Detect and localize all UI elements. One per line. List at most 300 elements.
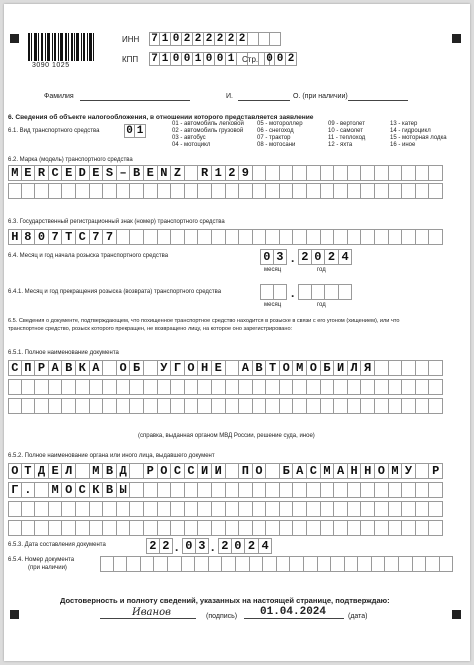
char-cell[interactable] [239,520,253,536]
char-cell[interactable] [171,482,185,498]
char-cell[interactable] [144,398,158,414]
char-cell[interactable]: О [117,360,131,376]
char-cell[interactable]: С [8,360,22,376]
char-cell[interactable] [103,398,117,414]
char-cell[interactable] [49,183,63,199]
char-cell[interactable]: 2 [182,32,193,46]
char-cell[interactable]: 9 [239,165,253,181]
vehicle-model-row-2[interactable] [8,183,443,199]
char-cell[interactable]: 1 [193,52,204,66]
char-cell[interactable]: 0 [312,249,326,265]
char-cell[interactable]: Б [280,463,294,479]
char-cell[interactable] [198,398,212,414]
initial-i-field[interactable] [238,100,290,101]
char-cell[interactable] [293,520,307,536]
char-cell[interactable] [307,482,321,498]
char-cell[interactable]: 2 [298,249,312,265]
document-number-cells[interactable] [100,556,453,572]
char-cell[interactable] [253,520,267,536]
char-cell[interactable]: С [76,482,90,498]
char-cell[interactable] [293,482,307,498]
char-cell[interactable] [416,229,430,245]
char-cell[interactable] [239,229,253,245]
char-cell[interactable] [331,556,345,572]
char-cell[interactable]: Л [62,463,76,479]
char-cell[interactable]: Б [130,360,144,376]
char-cell[interactable] [76,183,90,199]
char-cell[interactable] [402,165,416,181]
char-cell[interactable] [416,360,430,376]
char-cell[interactable] [226,398,240,414]
char-cell[interactable]: 1 [212,165,226,181]
char-cell[interactable]: О [253,463,267,479]
char-cell[interactable] [266,379,280,395]
char-cell[interactable] [348,520,362,536]
char-cell[interactable] [334,379,348,395]
char-cell[interactable] [49,379,63,395]
char-cell[interactable]: 4 [339,249,353,265]
document-date-year-cells[interactable] [218,538,272,554]
issuer-name-row-3[interactable] [8,501,443,517]
char-cell[interactable]: 0 [260,249,274,265]
char-cell[interactable] [402,501,416,517]
char-cell[interactable] [90,501,104,517]
char-cell[interactable] [325,284,339,300]
char-cell[interactable] [266,520,280,536]
char-cell[interactable]: 2 [204,32,215,46]
char-cell[interactable] [8,379,22,395]
char-cell[interactable] [62,183,76,199]
char-cell[interactable] [212,520,226,536]
char-cell[interactable] [334,501,348,517]
char-cell[interactable] [375,183,389,199]
char-cell[interactable] [239,482,253,498]
char-cell[interactable]: 8 [22,229,36,245]
char-cell[interactable] [239,398,253,414]
char-cell[interactable]: А [49,360,63,376]
document-name-row-3[interactable] [8,398,443,414]
char-cell[interactable] [158,183,172,199]
char-cell[interactable] [290,556,304,572]
char-cell[interactable] [293,379,307,395]
char-cell[interactable] [144,379,158,395]
char-cell[interactable]: 0 [232,538,246,554]
char-cell[interactable]: 7 [149,52,160,66]
char-cell[interactable] [226,482,240,498]
char-cell[interactable] [253,183,267,199]
char-cell[interactable] [253,229,267,245]
char-cell[interactable]: 1 [160,32,171,46]
char-cell[interactable] [280,482,294,498]
char-cell[interactable] [154,556,168,572]
search-start-month-cells[interactable] [260,249,287,265]
char-cell[interactable] [198,482,212,498]
char-cell[interactable]: 0 [182,538,196,554]
initial-o-field[interactable] [348,100,408,101]
char-cell[interactable] [389,520,403,536]
char-cell[interactable] [22,398,36,414]
char-cell[interactable] [144,360,158,376]
char-cell[interactable]: И [212,463,226,479]
char-cell[interactable] [253,398,267,414]
char-cell[interactable] [399,556,413,572]
char-cell[interactable] [171,501,185,517]
char-cell[interactable] [266,501,280,517]
char-cell[interactable] [389,360,403,376]
char-cell[interactable] [280,165,294,181]
char-cell[interactable] [253,501,267,517]
char-cell[interactable] [103,183,117,199]
char-cell[interactable] [103,379,117,395]
char-cell[interactable] [312,284,326,300]
char-cell[interactable]: E [144,165,158,181]
char-cell[interactable] [280,183,294,199]
char-cell[interactable] [375,165,389,181]
char-cell[interactable] [334,520,348,536]
char-cell[interactable] [402,360,416,376]
char-cell[interactable] [62,398,76,414]
char-cell[interactable] [266,165,280,181]
char-cell[interactable] [416,379,430,395]
char-cell[interactable] [348,165,362,181]
vehicle-type-cells[interactable] [124,124,146,138]
char-cell[interactable]: N [158,165,172,181]
char-cell[interactable] [274,284,288,300]
char-cell[interactable] [222,556,236,572]
char-cell[interactable]: 0 [204,52,215,66]
char-cell[interactable] [130,520,144,536]
char-cell[interactable] [239,379,253,395]
char-cell[interactable] [103,520,117,536]
char-cell[interactable]: E [62,165,76,181]
char-cell[interactable] [321,165,335,181]
char-cell[interactable] [389,229,403,245]
char-cell[interactable] [334,183,348,199]
char-cell[interactable]: В [62,360,76,376]
char-cell[interactable] [168,556,182,572]
char-cell[interactable]: Z [171,165,185,181]
char-cell[interactable] [375,379,389,395]
document-date-day-cells[interactable] [146,538,173,554]
char-cell[interactable] [253,482,267,498]
char-cell[interactable] [158,520,172,536]
char-cell[interactable]: А [90,360,104,376]
char-cell[interactable] [345,556,359,572]
char-cell[interactable] [90,398,104,414]
char-cell[interactable]: Н [198,360,212,376]
char-cell[interactable] [348,482,362,498]
char-cell[interactable] [8,520,22,536]
char-cell[interactable] [212,229,226,245]
char-cell[interactable] [266,398,280,414]
search-start-year-cells[interactable] [298,249,352,265]
char-cell[interactable] [117,520,131,536]
char-cell[interactable] [307,520,321,536]
char-cell[interactable] [117,229,131,245]
vehicle-model-row-1[interactable] [8,165,443,181]
char-cell[interactable]: Н [348,463,362,479]
char-cell[interactable]: Н [8,229,22,245]
char-cell[interactable] [144,482,158,498]
char-cell[interactable] [298,284,312,300]
char-cell[interactable]: 2 [286,52,297,66]
char-cell[interactable] [49,520,63,536]
char-cell[interactable]: C [49,165,63,181]
char-cell[interactable]: E [22,165,36,181]
char-cell[interactable] [280,398,294,414]
char-cell[interactable]: 2 [245,538,259,554]
char-cell[interactable] [236,556,250,572]
char-cell[interactable] [389,501,403,517]
char-cell[interactable] [158,398,172,414]
char-cell[interactable] [76,398,90,414]
char-cell[interactable] [35,482,49,498]
char-cell[interactable] [307,229,321,245]
char-cell[interactable] [348,379,362,395]
char-cell[interactable] [62,520,76,536]
char-cell[interactable] [226,379,240,395]
char-cell[interactable]: 0 [182,52,193,66]
char-cell[interactable] [171,520,185,536]
char-cell[interactable] [416,520,430,536]
char-cell[interactable]: 3 [196,538,210,554]
char-cell[interactable]: С [76,229,90,245]
char-cell[interactable]: 2 [237,32,248,46]
char-cell[interactable]: О [185,360,199,376]
char-cell[interactable] [307,379,321,395]
char-cell[interactable] [402,229,416,245]
char-cell[interactable] [100,556,114,572]
char-cell[interactable] [429,520,443,536]
char-cell[interactable] [280,229,294,245]
char-cell[interactable] [402,520,416,536]
issuer-name-row-1[interactable] [8,463,443,479]
char-cell[interactable]: 7 [149,32,160,46]
char-cell[interactable] [198,183,212,199]
char-cell[interactable] [426,556,440,572]
char-cell[interactable] [321,482,335,498]
char-cell[interactable] [334,482,348,498]
char-cell[interactable]: А [334,463,348,479]
char-cell[interactable] [35,379,49,395]
char-cell[interactable] [22,379,36,395]
char-cell[interactable] [348,398,362,414]
char-cell[interactable] [226,501,240,517]
char-cell[interactable]: Н [361,463,375,479]
char-cell[interactable] [375,360,389,376]
char-cell[interactable] [130,183,144,199]
char-cell[interactable]: П [22,360,36,376]
char-cell[interactable]: О [280,360,294,376]
char-cell[interactable]: С [171,463,185,479]
char-cell[interactable] [358,556,372,572]
char-cell[interactable]: М [49,482,63,498]
char-cell[interactable] [429,165,443,181]
char-cell[interactable] [212,501,226,517]
char-cell[interactable] [429,379,443,395]
char-cell[interactable] [130,229,144,245]
char-cell[interactable] [372,556,386,572]
issuer-name-row-4[interactable] [8,520,443,536]
char-cell[interactable]: R [35,165,49,181]
char-cell[interactable]: И [198,463,212,479]
char-cell[interactable] [361,165,375,181]
char-cell[interactable] [212,379,226,395]
char-cell[interactable]: 1 [160,52,171,66]
char-cell[interactable] [35,520,49,536]
char-cell[interactable] [389,482,403,498]
char-cell[interactable] [158,229,172,245]
char-cell[interactable] [375,501,389,517]
signature-field[interactable] [100,618,196,619]
char-cell[interactable] [185,482,199,498]
char-cell[interactable] [429,398,443,414]
char-cell[interactable] [226,229,240,245]
char-cell[interactable]: 3 [274,249,288,265]
char-cell[interactable] [361,398,375,414]
char-cell[interactable] [76,520,90,536]
char-cell[interactable]: Р [35,360,49,376]
char-cell[interactable] [117,379,131,395]
char-cell[interactable]: М [293,360,307,376]
char-cell[interactable]: 1 [135,124,146,138]
char-cell[interactable]: И [334,360,348,376]
char-cell[interactable] [348,501,362,517]
char-cell[interactable] [22,520,36,536]
char-cell[interactable] [171,183,185,199]
search-end-month-cells[interactable] [260,284,287,300]
char-cell[interactable]: В [103,482,117,498]
char-cell[interactable] [62,501,76,517]
char-cell[interactable] [416,482,430,498]
char-cell[interactable] [375,520,389,536]
char-cell[interactable] [117,183,131,199]
char-cell[interactable] [440,556,454,572]
char-cell[interactable]: О [375,463,389,479]
char-cell[interactable]: 2 [160,538,174,554]
char-cell[interactable]: Р [429,463,443,479]
char-cell[interactable] [158,501,172,517]
char-cell[interactable]: Т [266,360,280,376]
char-cell[interactable] [130,379,144,395]
char-cell[interactable] [263,556,277,572]
char-cell[interactable]: 0 [124,124,135,138]
char-cell[interactable] [321,501,335,517]
char-cell[interactable] [212,482,226,498]
char-cell[interactable] [185,379,199,395]
char-cell[interactable] [402,398,416,414]
char-cell[interactable] [250,556,264,572]
char-cell[interactable] [266,183,280,199]
char-cell[interactable] [103,360,117,376]
char-cell[interactable]: С [307,463,321,479]
char-cell[interactable] [171,229,185,245]
char-cell[interactable] [49,501,63,517]
char-cell[interactable]: Т [62,229,76,245]
char-cell[interactable]: 1 [226,52,237,66]
char-cell[interactable]: 2 [146,538,160,554]
char-cell[interactable] [389,398,403,414]
char-cell[interactable] [8,183,22,199]
char-cell[interactable] [90,520,104,536]
char-cell[interactable] [293,398,307,414]
char-cell[interactable] [402,482,416,498]
char-cell[interactable]: S [103,165,117,181]
char-cell[interactable] [185,398,199,414]
char-cell[interactable] [361,229,375,245]
char-cell[interactable] [171,379,185,395]
char-cell[interactable] [361,379,375,395]
char-cell[interactable]: – [117,165,131,181]
char-cell[interactable] [293,183,307,199]
char-cell[interactable]: Т [22,463,36,479]
char-cell[interactable] [117,398,131,414]
char-cell[interactable]: С [185,463,199,479]
char-cell[interactable] [22,501,36,517]
char-cell[interactable] [280,379,294,395]
char-cell[interactable]: 2 [325,249,339,265]
char-cell[interactable] [144,520,158,536]
document-name-row-1[interactable] [8,360,443,376]
char-cell[interactable]: О [8,463,22,479]
registration-plate-cells[interactable] [8,229,443,245]
char-cell[interactable] [321,520,335,536]
char-cell[interactable] [114,556,128,572]
char-cell[interactable] [49,398,63,414]
char-cell[interactable] [226,463,240,479]
char-cell[interactable] [117,501,131,517]
char-cell[interactable]: Д [35,463,49,479]
char-cell[interactable] [226,360,240,376]
char-cell[interactable] [293,165,307,181]
char-cell[interactable]: К [76,360,90,376]
char-cell[interactable] [144,501,158,517]
char-cell[interactable] [248,32,259,46]
char-cell[interactable] [90,379,104,395]
char-cell[interactable]: 0 [275,52,286,66]
char-cell[interactable] [35,183,49,199]
char-cell[interactable] [239,183,253,199]
char-cell[interactable] [212,398,226,414]
char-cell[interactable] [321,229,335,245]
char-cell[interactable]: У [158,360,172,376]
char-cell[interactable] [182,556,196,572]
char-cell[interactable]: 0 [264,52,275,66]
char-cell[interactable]: У [402,463,416,479]
char-cell[interactable] [185,501,199,517]
char-cell[interactable] [416,165,430,181]
char-cell[interactable] [307,501,321,517]
char-cell[interactable] [35,398,49,414]
search-end-year-cells[interactable] [298,284,352,300]
surname-field[interactable] [80,100,190,101]
char-cell[interactable] [416,501,430,517]
char-cell[interactable]: 2 [215,32,226,46]
char-cell[interactable] [385,556,399,572]
char-cell[interactable] [293,229,307,245]
char-cell[interactable]: 2 [226,165,240,181]
char-cell[interactable] [429,229,443,245]
char-cell[interactable] [429,183,443,199]
char-cell[interactable] [76,463,90,479]
char-cell[interactable] [321,183,335,199]
char-cell[interactable]: А [293,463,307,479]
char-cell[interactable]: E [90,165,104,181]
char-cell[interactable]: Л [348,360,362,376]
char-cell[interactable]: Б [321,360,335,376]
char-cell[interactable]: Г [8,482,22,498]
char-cell[interactable]: М [90,463,104,479]
